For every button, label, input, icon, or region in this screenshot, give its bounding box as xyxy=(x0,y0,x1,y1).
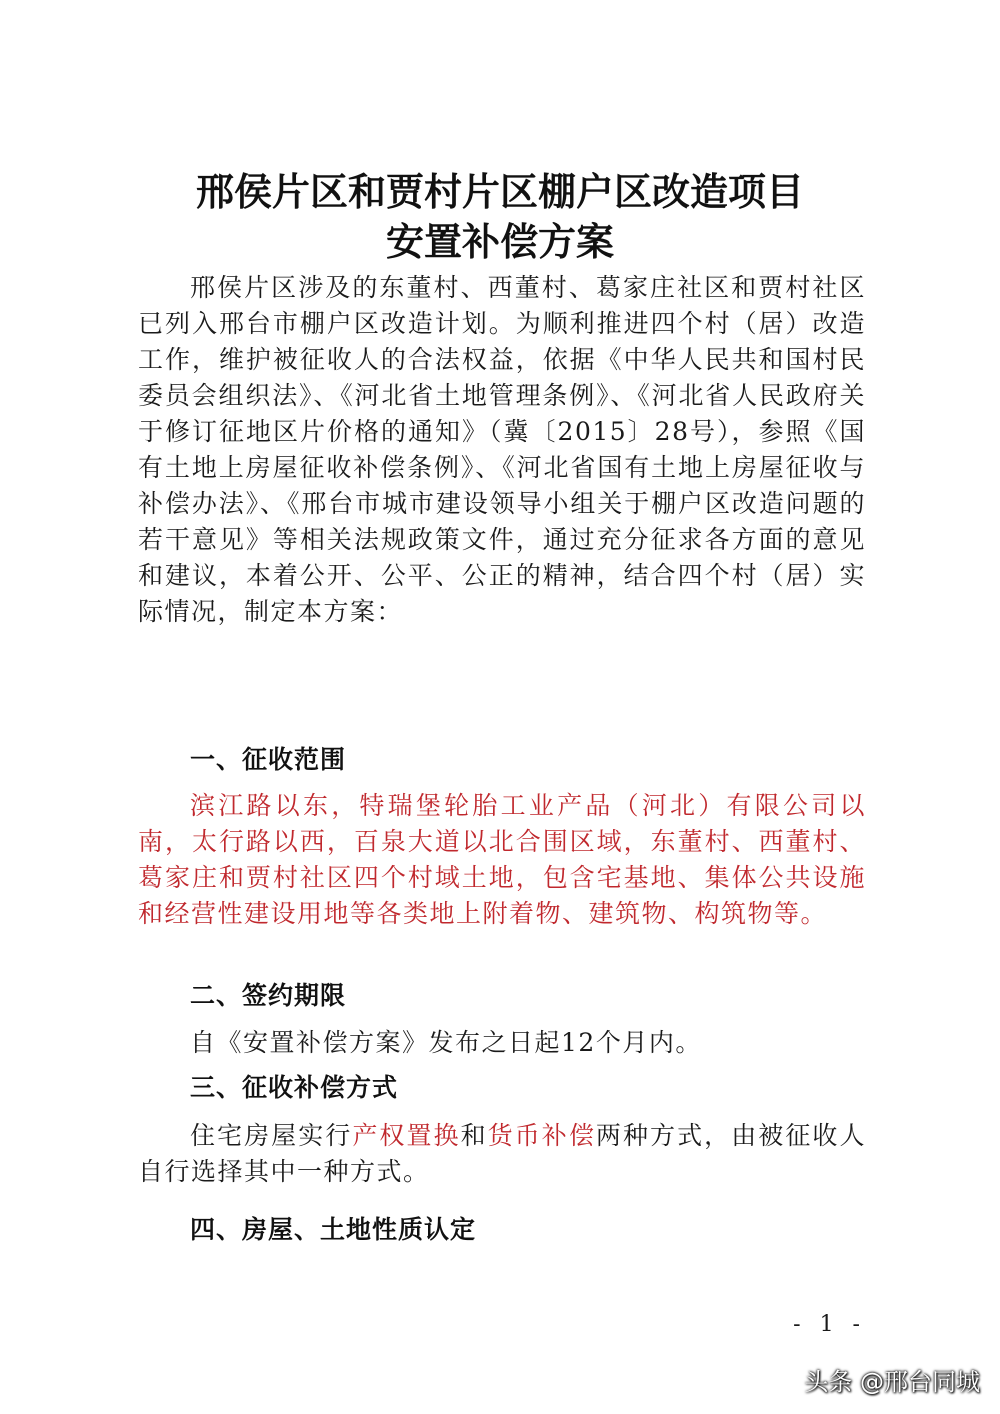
source-watermark: 头条 @邢台同城 xyxy=(804,1368,980,1396)
section3-text-3: 两种方式，由被征收人自行选择其中一种方式。 xyxy=(138,1121,866,1186)
section3-text-1: 住宅房屋实行 xyxy=(190,1121,353,1150)
section2-body: 自《安置补偿方案》发布之日起12个月内。 xyxy=(190,1028,702,1057)
section1-heading: 一、征收范围 xyxy=(190,745,347,774)
section3-body xyxy=(138,1118,866,1190)
section3-text-2: 和 xyxy=(460,1121,488,1150)
document-title-line2: 安置补偿方案 xyxy=(385,220,614,264)
cash-compensation-highlight: 货币补偿 xyxy=(487,1121,596,1150)
page-number: - 1 - xyxy=(793,1312,866,1337)
section2-heading: 二、签约期限 xyxy=(190,981,347,1010)
intro-paragraph: 邢侯片区涉及的东董村、西董村、葛家庄社区和贾村社区已列入邢台市棚户区改造计划。为顺利推进四个村（居）改造工作，维护被征收人的合法权益，依据《中华人民共和国村民委员会组织法》、《河北省土地管理条例》、《河北省人民政府关于修订征地区片价格的通知》（冀〔2015〕28号），参照《国有土地上房屋征收补偿条例》、《河北省国有土地上房屋征收与补偿办法》、《邢台市城市建设领导小组关于棚户区改造问题的若干意见》等相关法规政策文件，通过充分征求各方面的意见和建议，本着公开、公平、公正的精神，结合四个村（居）实际情况，制定本方案： xyxy=(138,273,866,626)
section1-body: 滨江路以东，特瑞堡轮胎工业产品（河北）有限公司以南，太行路以西，百泉大道以北合围区域，东董村、西董村、葛家庄和贾村社区四个村域土地，包含宅基地、集体公共设施和经营性建设用地等各类地上附着物、建筑物、构筑物等。 xyxy=(138,791,866,928)
section3-heading: 三、征收补偿方式 xyxy=(190,1073,399,1102)
property-exchange-highlight: 产权置换 xyxy=(352,1121,461,1150)
section4-heading: 四、房屋、土地性质认定 xyxy=(190,1215,477,1244)
document-title-line1: 邢侯片区和贾村片区棚户区改造项目 xyxy=(195,170,804,214)
